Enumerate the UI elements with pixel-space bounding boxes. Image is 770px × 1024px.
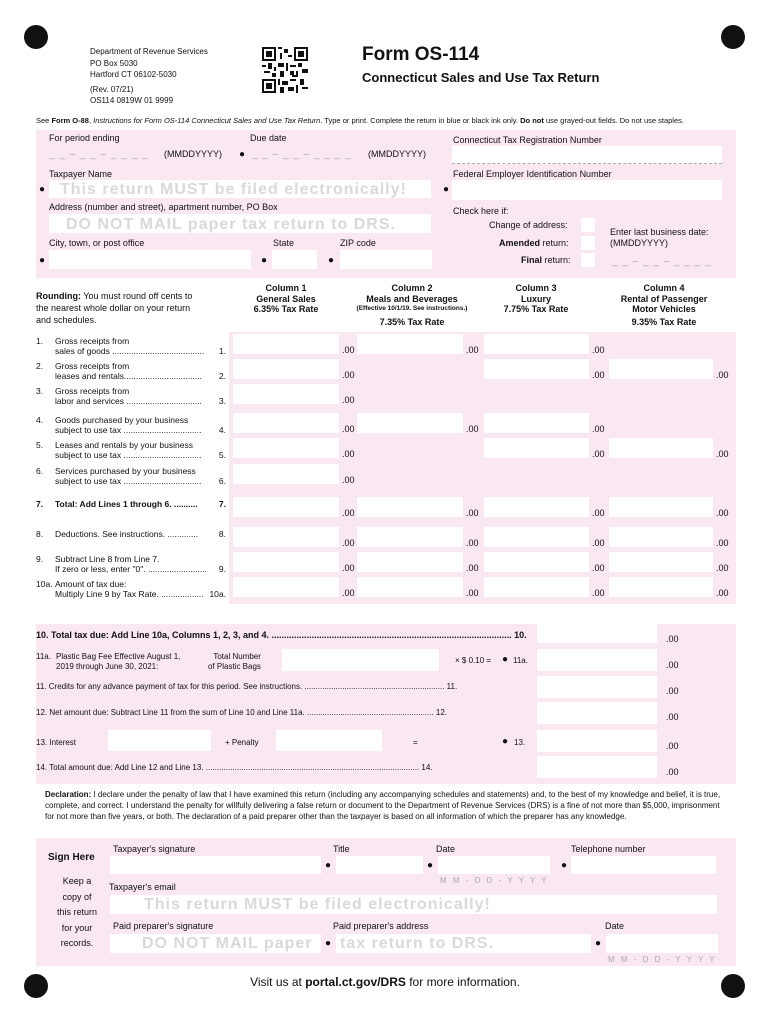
instructions-text: , bbox=[88, 116, 94, 125]
change-address-checkbox[interactable] bbox=[581, 218, 595, 232]
column-title: Column 4 bbox=[643, 283, 685, 293]
line-11-cents: .00 bbox=[666, 686, 679, 696]
line-8-col-3-field[interactable] bbox=[484, 527, 589, 547]
cents-label: .00 bbox=[716, 563, 729, 573]
line-item-label bbox=[36, 554, 228, 576]
line-number: 5. bbox=[36, 440, 44, 450]
line-3-col-1-field[interactable] bbox=[233, 384, 339, 404]
line-item-label bbox=[36, 336, 228, 358]
line-ref: 10a. bbox=[209, 589, 226, 599]
cents-label: .00 bbox=[592, 563, 605, 573]
line-number: 3. bbox=[36, 386, 44, 396]
watermark-electronic: This return MUST be filed electronically! bbox=[60, 181, 407, 198]
line-item-label bbox=[36, 466, 228, 488]
declaration-bold: Declaration: bbox=[45, 790, 92, 799]
bullet-icon: ● bbox=[328, 255, 335, 266]
line-description-1: Goods purchased by your business bbox=[55, 415, 189, 425]
line-7-col-2-field[interactable] bbox=[357, 497, 463, 517]
line-5-col-1-field[interactable] bbox=[233, 438, 339, 458]
fein-field[interactable] bbox=[452, 180, 722, 200]
line-item-label bbox=[36, 529, 228, 551]
plastic-bags-label bbox=[208, 652, 261, 672]
rounding-text: the nearest whole dollar on your return bbox=[36, 303, 191, 313]
period-label: For period ending bbox=[49, 133, 120, 143]
qr-code bbox=[262, 47, 308, 93]
instructions-line bbox=[36, 116, 684, 125]
preparer-date-label: Date bbox=[605, 921, 625, 931]
title-field[interactable] bbox=[336, 856, 423, 874]
column-rate: 9.35% Tax Rate bbox=[631, 316, 697, 327]
sign-here: Sign Here bbox=[48, 852, 95, 863]
form-title: Form OS-114 bbox=[362, 44, 480, 65]
line-ref: 7. bbox=[218, 499, 226, 509]
bullet-icon: ● bbox=[502, 736, 509, 747]
line-description bbox=[55, 361, 202, 381]
preparer-date-hint: M M - D D - Y Y Y Y bbox=[608, 955, 717, 964]
cents-label: .00 bbox=[592, 449, 605, 459]
plastic-bags-label-2: of Plastic Bags bbox=[208, 662, 261, 671]
line-1-col-3-field[interactable] bbox=[484, 334, 589, 354]
bullet-icon: ● bbox=[502, 654, 509, 665]
cents-label: .00 bbox=[592, 588, 605, 598]
keep-copy-line: for your bbox=[61, 922, 93, 933]
cents-label: .00 bbox=[342, 370, 355, 380]
line-description-1: Total: Add Lines 1 through 6. .......... bbox=[55, 499, 198, 509]
column-1-header bbox=[232, 283, 340, 315]
line-10-field[interactable] bbox=[537, 624, 657, 643]
line-description-2: subject to use tax ................................. bbox=[55, 425, 202, 435]
instructions-italic: Instructions for Form OS-114 Connecticut Sales and Use Tax Return bbox=[93, 116, 321, 125]
city-label: City, town, or post office bbox=[49, 238, 145, 248]
watermark-do-not-mail: DO NOT MAIL paper tax return to DRS. bbox=[66, 216, 396, 233]
line-4-col-2-field[interactable] bbox=[357, 413, 463, 433]
line-11a-cents: .00 bbox=[666, 660, 679, 670]
line-1-col-1-field[interactable] bbox=[233, 334, 339, 354]
cents-label: .00 bbox=[592, 345, 605, 355]
equals-sign: = bbox=[413, 738, 418, 747]
line-14-label: 14. Total amount due: Add Line 12 and Line 13. ................................................................................................ 14. bbox=[36, 763, 433, 772]
bullet-icon: ● bbox=[595, 938, 602, 949]
line-10-label: 10. Total tax due: Add Line 10a, Columns 1, 2, 3, and 4. ................................................................................................ 10. bbox=[36, 630, 527, 640]
declaration bbox=[45, 789, 731, 822]
city-field[interactable] bbox=[49, 250, 251, 269]
column-desc: Meals and Beverages bbox=[366, 293, 458, 304]
line-item-label bbox=[36, 361, 228, 383]
keep-copy-line: Keep a bbox=[62, 876, 92, 886]
line-11a-num: 11a. bbox=[36, 652, 51, 661]
line-2-col-4-field[interactable] bbox=[609, 359, 713, 379]
line-9-col-1-field[interactable] bbox=[233, 552, 339, 572]
fein-label: Federal Employer Identification Number bbox=[453, 169, 612, 179]
cents-label: .00 bbox=[716, 449, 729, 459]
final-checkbox[interactable] bbox=[581, 253, 595, 267]
line-7-col-3-field[interactable] bbox=[484, 497, 589, 517]
instructions-text: See bbox=[36, 116, 52, 125]
line-ref: 3. bbox=[218, 396, 226, 406]
period-format: (MMDDYYYY) bbox=[164, 149, 222, 159]
line-10-col-1-field[interactable] bbox=[233, 577, 339, 597]
cents-label: .00 bbox=[466, 345, 479, 355]
line-description-2: If zero or less, enter "0". ......................... bbox=[55, 564, 207, 574]
line-description-2: Multiply Line 9 by Tax Rate. .................. bbox=[55, 589, 204, 599]
bullet-icon: ● bbox=[261, 255, 268, 266]
column-rate: 7.35% Tax Rate bbox=[379, 316, 445, 327]
due-date-label: Due date bbox=[250, 133, 287, 143]
line-11a-desc bbox=[56, 652, 180, 672]
registration-number-label: Connecticut Tax Registration Number bbox=[453, 135, 602, 145]
cents-label: .00 bbox=[466, 563, 479, 573]
line-ref: 5. bbox=[218, 450, 226, 460]
rounding-text: You must round off cents to bbox=[80, 291, 193, 301]
line-number: 1. bbox=[36, 336, 44, 346]
taxpayer-email-label: Taxpayer's email bbox=[109, 882, 176, 892]
cents-label: .00 bbox=[592, 370, 605, 380]
plastic-bags-label-1: Total Number bbox=[213, 652, 261, 661]
cents-label: .00 bbox=[342, 563, 355, 573]
line-13-ref: 13. bbox=[514, 738, 526, 747]
line-ref: 4. bbox=[218, 425, 226, 435]
line-description bbox=[55, 466, 201, 486]
bullet-icon: ● bbox=[239, 149, 246, 160]
line-12-field[interactable] bbox=[537, 702, 657, 724]
line-13-field[interactable] bbox=[537, 730, 657, 752]
address-line: PO Box 5030 bbox=[90, 58, 138, 68]
line-description-1: Services purchased by your business bbox=[55, 466, 196, 476]
cents-label: .00 bbox=[342, 588, 355, 598]
line-12-cents: .00 bbox=[666, 712, 679, 722]
line-1-col-2-field[interactable] bbox=[357, 334, 463, 354]
preparer-address-label: Paid preparer's address bbox=[333, 921, 429, 931]
cents-label: .00 bbox=[342, 508, 355, 518]
footer-text: for more information. bbox=[405, 975, 520, 989]
line-description bbox=[55, 499, 198, 509]
final-bold: Final bbox=[521, 255, 543, 265]
declaration-text: I declare under the penalty of law that I have examined this return (including any accompanying schedules and statements) and, to the best of my knowledge and belief, it is true, complete, and correct. I understand the penalty for willfully delivering a false return or document to the Department of Revenue Services (DRS) is a fine of not more than $5,000, imprisonment for not more than five years, or both. The declaration of a paid preparer other than the taxpayer is based on all information of which the preparer has any knowledge. bbox=[45, 790, 721, 821]
taxpayer-date-field[interactable] bbox=[438, 856, 550, 874]
line-description bbox=[55, 415, 201, 435]
line-13-label: 13. Interest bbox=[36, 738, 77, 747]
line-ref: 1. bbox=[218, 346, 226, 356]
line-description bbox=[55, 386, 202, 406]
line-description-2: sales of goods ....................................... bbox=[55, 346, 205, 356]
cents-label: .00 bbox=[466, 588, 479, 598]
check-here-label: Check here if: bbox=[453, 206, 509, 216]
due-date-field[interactable]: _ _ – _ _ – _ _ _ _ bbox=[252, 149, 352, 160]
registration-number-field[interactable] bbox=[452, 146, 722, 164]
date-label: Date bbox=[436, 844, 456, 854]
line-10-col-4-field[interactable] bbox=[609, 577, 713, 597]
amended-label bbox=[499, 238, 569, 248]
cents-label: .00 bbox=[342, 345, 355, 355]
cents-label: .00 bbox=[592, 538, 605, 548]
instructions-do-not: Do not bbox=[520, 116, 544, 125]
line-8-col-2-field[interactable] bbox=[357, 527, 463, 547]
line-7-col-4-field[interactable] bbox=[609, 497, 713, 517]
column-title: Column 1 bbox=[265, 283, 307, 293]
line-number: 6. bbox=[36, 466, 44, 476]
line-4-col-1-field[interactable] bbox=[233, 413, 339, 433]
line-ref: 8. bbox=[218, 529, 226, 539]
line-2-col-3-field[interactable] bbox=[484, 359, 589, 379]
column-4-header bbox=[604, 283, 724, 327]
instructions-text: use grayed-out fields. Do not use staples. bbox=[543, 116, 684, 125]
line-item-label bbox=[36, 386, 228, 408]
plastic-bags-field[interactable] bbox=[282, 649, 439, 671]
last-business-format: (MMDDYYYY) bbox=[610, 238, 668, 248]
keep-copy-line: records. bbox=[60, 938, 94, 948]
amended-bold: Amended bbox=[499, 238, 541, 248]
cents-label: .00 bbox=[342, 538, 355, 548]
line-number: 2. bbox=[36, 361, 44, 371]
line-description-1: Gross receipts from bbox=[55, 361, 130, 371]
registration-mark-top-left bbox=[24, 25, 48, 49]
final-suffix: return: bbox=[542, 255, 571, 265]
footer bbox=[0, 975, 770, 989]
address-line: Hartford CT 06102-5030 bbox=[90, 70, 177, 79]
line-description bbox=[55, 529, 198, 539]
cents-label: .00 bbox=[342, 424, 355, 434]
rounding-note bbox=[36, 290, 192, 326]
line-10-cents: .00 bbox=[666, 634, 679, 644]
watermark-do-not-mail-2b: tax return to DRS. bbox=[340, 935, 495, 952]
state-field[interactable] bbox=[272, 250, 317, 269]
keep-copy-line: copy of bbox=[62, 891, 92, 902]
column-desc: Luxury bbox=[520, 293, 551, 304]
cents-label: .00 bbox=[466, 508, 479, 518]
amended-suffix: return: bbox=[540, 238, 569, 248]
line-description-1: Subtract Line 8 from Line 7. bbox=[55, 554, 160, 564]
line-7-col-1-field[interactable] bbox=[233, 497, 339, 517]
line-14-cents: .00 bbox=[666, 767, 679, 777]
change-address-label: Change of address: bbox=[489, 220, 568, 230]
registration-mark-top-right bbox=[721, 25, 745, 49]
line-14-field[interactable] bbox=[537, 756, 657, 778]
cents-label: .00 bbox=[716, 538, 729, 548]
preparer-signature-label: Paid preparer's signature bbox=[113, 921, 214, 931]
revision: (Rev. 07/21) bbox=[90, 84, 134, 94]
cents-label: .00 bbox=[466, 538, 479, 548]
line-11a-field[interactable] bbox=[537, 649, 657, 671]
keep-copy-line: this return bbox=[56, 907, 98, 917]
line-description-1: Deductions. See instructions. ............. bbox=[55, 529, 199, 539]
line-5-col-3-field[interactable] bbox=[484, 438, 589, 458]
bullet-icon: ● bbox=[325, 938, 332, 949]
amended-checkbox[interactable] bbox=[581, 236, 595, 250]
rounding-text: and schedules. bbox=[36, 315, 97, 325]
cents-label: .00 bbox=[716, 588, 729, 598]
watermark-do-not-mail-2a: DO NOT MAIL paper bbox=[142, 935, 313, 952]
line-10-col-2-field[interactable] bbox=[357, 577, 463, 597]
form-code: OS114 0819W 01 9999 bbox=[90, 96, 174, 105]
cents-label: .00 bbox=[592, 424, 605, 434]
line-item-label bbox=[36, 579, 228, 601]
line-item-label bbox=[36, 440, 228, 462]
line-number: 4. bbox=[36, 415, 44, 425]
taxpayer-date-hint: M M - D D - Y Y Y Y bbox=[440, 876, 549, 885]
line-9-col-2-field[interactable] bbox=[357, 552, 463, 572]
footer-text: Visit us at bbox=[250, 975, 306, 989]
last-business-label: Enter last business date: bbox=[610, 227, 709, 237]
line-number: 10a. bbox=[36, 579, 53, 589]
line-description bbox=[55, 554, 207, 574]
address-line: Department of Revenue Services bbox=[90, 47, 208, 56]
cents-label: .00 bbox=[342, 475, 355, 485]
line-description-2: leases and rentals................................. bbox=[55, 371, 202, 381]
form-subtitle: Connecticut Sales and Use Tax Return bbox=[362, 70, 600, 85]
column-title: Column 3 bbox=[515, 283, 557, 293]
line-description bbox=[55, 579, 204, 599]
taxpayer-name-label: Taxpayer Name bbox=[49, 169, 113, 179]
line-description bbox=[55, 440, 201, 460]
line-description bbox=[55, 336, 204, 356]
column-rate: 6.35% Tax Rate bbox=[253, 304, 319, 314]
column-desc: General Sales bbox=[256, 293, 316, 304]
bullet-icon: ● bbox=[443, 184, 450, 195]
column-2-header bbox=[347, 283, 477, 327]
footer-link[interactable]: portal.ct.gov/DRS bbox=[305, 975, 406, 989]
line-ref: 2. bbox=[218, 371, 226, 381]
cents-label: .00 bbox=[466, 424, 479, 434]
line-number: 7. bbox=[36, 499, 44, 509]
line-11-label: 11. Credits for any advance payment of tax for this period. See instructions. ............................................................... 11. bbox=[36, 682, 458, 691]
line-8-col-4-field[interactable] bbox=[609, 527, 713, 547]
column-desc: Motor Vehicles bbox=[632, 304, 696, 314]
last-business-date-field[interactable]: _ _ – _ _ – _ _ _ _ bbox=[612, 256, 712, 267]
telephone-label: Telephone number bbox=[571, 844, 646, 854]
line-description-2: subject to use tax ................................. bbox=[55, 450, 202, 460]
zip-field[interactable] bbox=[340, 250, 432, 269]
bullet-icon: ● bbox=[39, 184, 46, 195]
instructions-form-ref: Form O-88 bbox=[51, 116, 89, 125]
line-10-col-3-field[interactable] bbox=[484, 577, 589, 597]
column-note: (Effective 10/1/19. See instructions.) bbox=[356, 305, 468, 312]
line-item-label bbox=[36, 499, 228, 521]
line-description-2: subject to use tax ................................. bbox=[55, 476, 202, 486]
line-11a-desc-1: Plastic Bag Fee Effective August 1, bbox=[56, 652, 181, 661]
line-number: 9. bbox=[36, 554, 44, 564]
line-8-col-1-field[interactable] bbox=[233, 527, 339, 547]
column-rate: 7.75% Tax Rate bbox=[503, 304, 569, 314]
plastic-bag-calc: × $ 0.10 = bbox=[455, 656, 492, 665]
line-13-cents: .00 bbox=[666, 741, 679, 751]
line-description-1: Leases and rentals by your business bbox=[55, 440, 193, 450]
line-11a-ref: 11a. bbox=[513, 656, 528, 665]
line-6-col-1-field[interactable] bbox=[233, 464, 339, 484]
keep-copy-note bbox=[42, 874, 112, 952]
interest-field[interactable] bbox=[108, 730, 211, 751]
instructions-text: . Type or print. Complete the return in blue or black ink only. bbox=[320, 116, 521, 125]
column-title: Column 2 bbox=[391, 283, 433, 293]
agency-address bbox=[90, 46, 208, 107]
line-11-field[interactable] bbox=[537, 676, 657, 698]
line-9-col-4-field[interactable] bbox=[609, 552, 713, 572]
title-label: Title bbox=[333, 844, 350, 854]
column-3-header bbox=[484, 283, 588, 315]
line-12-label: 12. Net amount due: Subtract Line 11 from the sum of Line 10 and Line 11a. ......................................................... 12. bbox=[36, 708, 448, 717]
taxpayer-signature-field[interactable] bbox=[110, 856, 321, 874]
line-description-1: Gross receipts from bbox=[55, 336, 130, 346]
line-item-label bbox=[36, 415, 228, 437]
cents-label: .00 bbox=[716, 370, 729, 380]
penalty-label: + Penalty bbox=[225, 738, 259, 747]
line-ref: 9. bbox=[218, 564, 226, 574]
telephone-field[interactable] bbox=[571, 856, 716, 874]
period-ending-field[interactable]: _ _ – _ _ – _ _ _ _ bbox=[49, 149, 149, 160]
taxpayer-signature-label: Taxpayer's signature bbox=[113, 844, 196, 854]
state-label: State bbox=[273, 238, 295, 248]
line-5-col-4-field[interactable] bbox=[609, 438, 713, 458]
penalty-field[interactable] bbox=[276, 730, 382, 751]
zip-label: ZIP code bbox=[340, 238, 376, 248]
line-description-1: Amount of tax due: bbox=[55, 579, 127, 589]
line-9-col-3-field[interactable] bbox=[484, 552, 589, 572]
line-4-col-3-field[interactable] bbox=[484, 413, 589, 433]
cents-label: .00 bbox=[342, 395, 355, 405]
line-number: 8. bbox=[36, 529, 44, 539]
line-11a-desc-2: 2019 through June 30, 2021: bbox=[56, 662, 159, 671]
cents-label: .00 bbox=[342, 449, 355, 459]
rounding-bold: Rounding: bbox=[36, 291, 81, 301]
column-desc: Rental of Passenger bbox=[620, 293, 708, 304]
line-description-1: Gross receipts from bbox=[55, 386, 130, 396]
line-description-2: labor and services ................................ bbox=[55, 396, 202, 406]
bullet-icon: ● bbox=[325, 860, 332, 871]
bullet-icon: ● bbox=[39, 255, 46, 266]
watermark-electronic-2: This return MUST be filed electronically! bbox=[144, 896, 491, 913]
bullet-icon: ● bbox=[427, 860, 434, 871]
bullet-icon: ● bbox=[561, 860, 568, 871]
address-label: Address (number and street), apartment number, PO Box bbox=[49, 202, 278, 212]
due-date-format: (MMDDYYYY) bbox=[368, 149, 426, 159]
cents-label: .00 bbox=[592, 508, 605, 518]
final-label bbox=[521, 255, 571, 265]
line-ref: 6. bbox=[218, 476, 226, 486]
preparer-date-field[interactable] bbox=[606, 934, 718, 953]
line-2-col-1-field[interactable] bbox=[233, 359, 339, 379]
cents-label: .00 bbox=[716, 508, 729, 518]
